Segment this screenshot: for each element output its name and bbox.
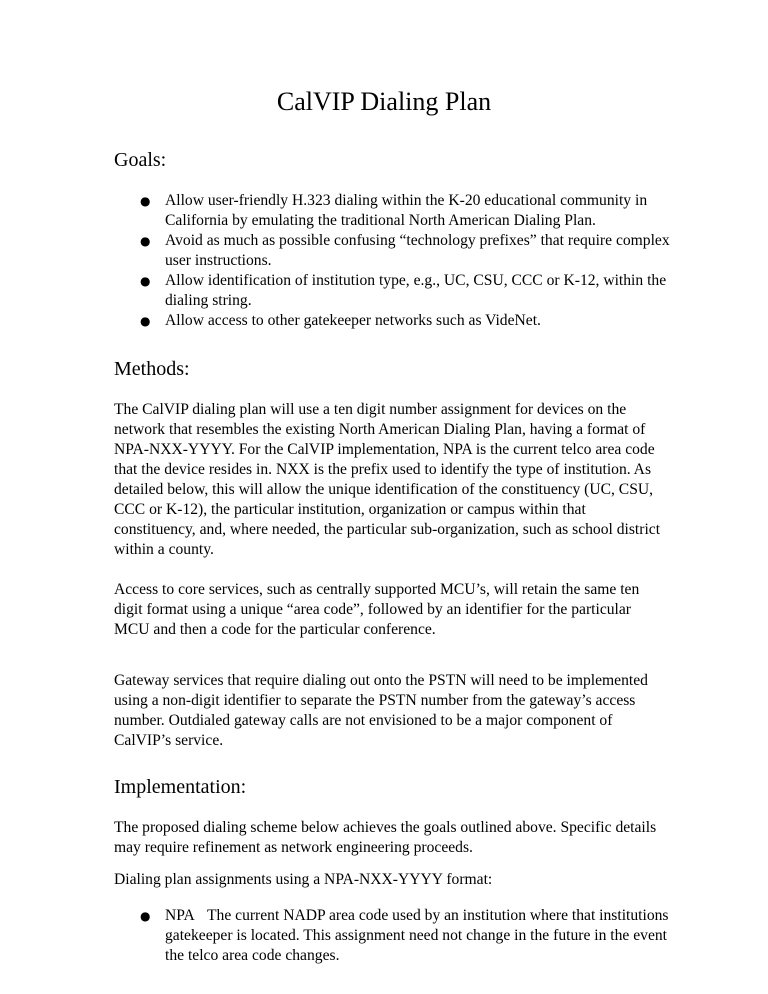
assignment-text: The current NADP area code used by an institution where that institutions gatekeeper is located. This assignment need not change in the future in the event the telco area code changes. [165,907,669,964]
assignment-list [114,906,674,966]
list-item [114,906,674,966]
methods-heading: Methods: [114,358,190,380]
goals-heading: Goals: [114,149,167,171]
document-title: CalVIP Dialing Plan [276,87,492,116]
bullet-icon: ● [140,314,151,328]
methods-paragraph: The CalVIP dialing plan will use a ten digit number assignment for devices on the network that resembles the existing North American Dialing Plan, having a format of NPA-NXX-YYYY. For the CalVIP implementation, NPA is the current telco area code that the device resides in. NXX is the prefix used to identify the type of institution. As detailed below, this will allow the unique identification of the constituency (UC, CSU, CCC or K-12), the particular institution, organization or campus within that constituency, and, where needed, the particular sub-organization, such as school district within a county. [114,401,661,558]
methods-paragraph: Access to core services, such as centrally supported MCU’s, will retain the same ten digit format using a unique “area code”, followed by an identifier for the particular MCU and then a code for the particular conference. [114,581,640,638]
goal-text: Avoid as much as possible confusing “technology prefixes” that require complex user instructions. [165,232,670,269]
bullet-icon: ● [140,909,151,923]
bullet-icon: ● [140,194,151,208]
implementation-heading: Implementation: [114,776,247,798]
assignment-label: NPA [165,907,195,924]
bullet-icon: ● [140,234,151,248]
bullet-icon: ● [140,274,151,288]
list-item [114,271,674,311]
goal-text: Allow access to other gatekeeper networks such as VideNet. [165,312,541,329]
goal-text: Allow user-friendly H.323 dialing within the K-20 educational community in California by emulating the traditional North American Dialing Plan. [165,192,648,229]
implementation-paragraph: Dialing plan assignments using a NPA-NXX-YYYY format: [114,871,493,888]
goal-text: Allow identification of institution type, e.g., UC, CSU, CCC or K-12, within the dialing string. [165,272,667,309]
list-item [114,191,674,231]
list-item [114,311,674,331]
list-item [114,231,674,271]
implementation-paragraph: The proposed dialing scheme below achieves the goals outlined above. Specific details may require refinement as network engineering proceeds. [114,819,657,856]
methods-paragraph: Gateway services that require dialing out onto the PSTN will need to be implemented using a non-digit identifier to separate the PSTN number from the gateway’s access number. Outdialed gateway calls are not envisioned to be a major component of CalVIP’s service. [114,672,648,749]
goals-list [114,191,674,331]
